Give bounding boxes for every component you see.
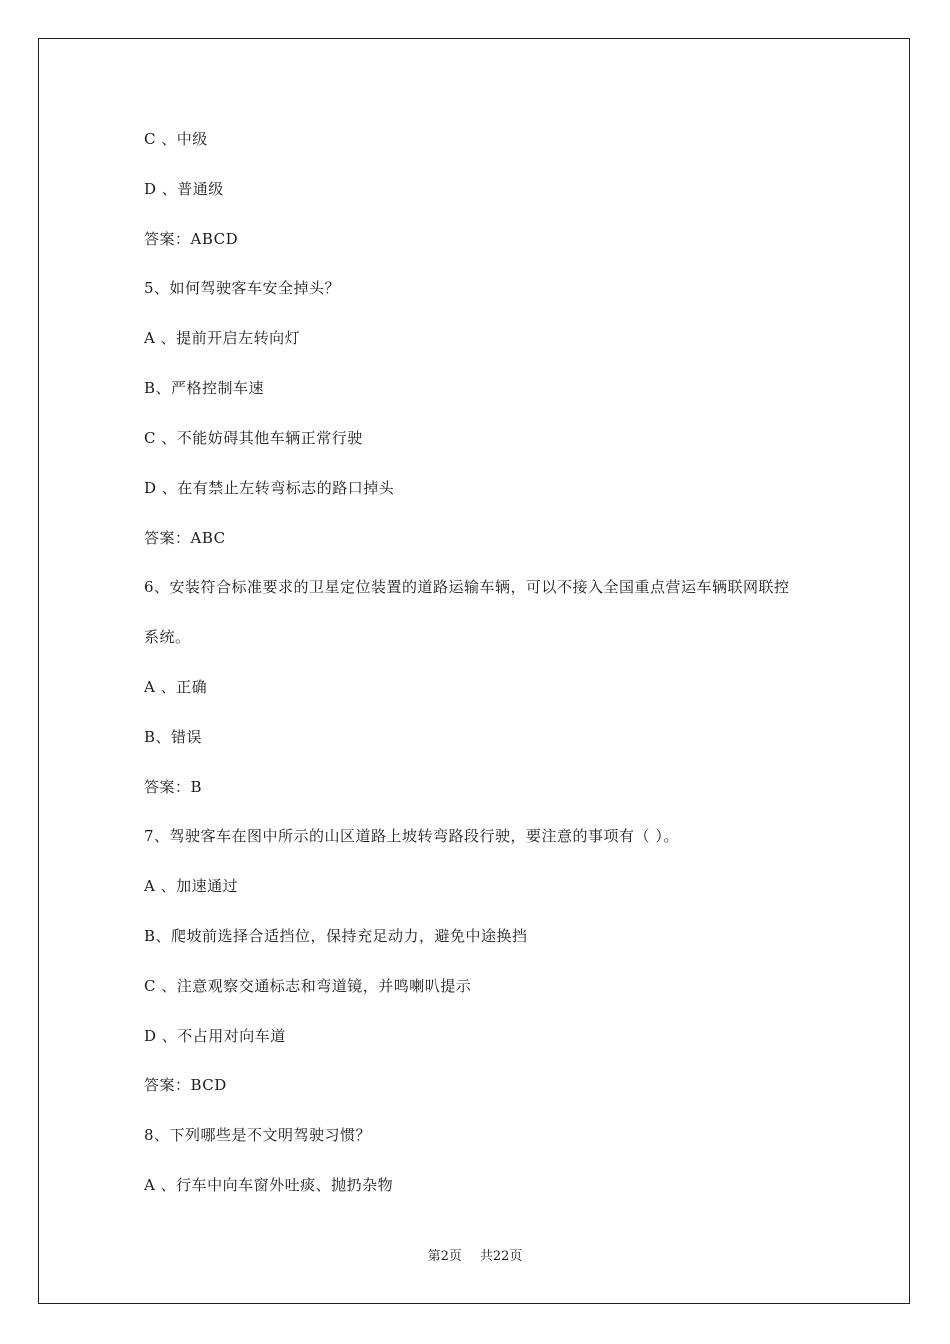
q5-option-a: A 、提前开启左转向灯 [144,329,301,347]
q7-option-d: D 、不占用对向车道 [144,1027,286,1045]
q5-option-c: C 、不能妨碍其他车辆正常行驶 [144,429,363,447]
question-5: 5、如何驾驶客车安全掉头？ [144,279,341,297]
question-6-line-2: 系统。 [144,628,191,646]
q6-option-b: B、错误 [144,728,203,746]
q7-option-a: A 、加速通过 [144,877,239,895]
question-6-line-1: 6、安装符合标准要求的卫星定位装置的道路运输车辆，可以不接入全国重点营运车辆联网联控 [144,578,790,596]
answer-q4: 答案：ABCD [144,230,239,248]
page-number: 第2页 [427,1249,462,1264]
page-total: 共22页 [479,1249,523,1264]
q5-option-d: D 、在有禁止左转弯标志的路口掉头 [144,479,395,497]
q7-option-c: C 、注意观察交通标志和弯道镜，并鸣喇叭提示 [144,977,472,995]
answer-q6: 答案：B [144,778,203,796]
page-footer [0,1248,950,1266]
option-d-level: D 、普通级 [144,180,224,198]
q5-option-b: B、严格控制车速 [144,379,265,397]
question-7: 7、驾驶客车在图中所示的山区道路上坡转弯路段行驶，要注意的事项有（ ）。 [144,827,679,845]
answer-q7: 答案：BCD [144,1076,227,1094]
option-c-level: C 、中级 [144,130,208,148]
answer-q5: 答案：ABC [144,529,226,547]
question-8: 8、下列哪些是不文明驾驶习惯？ [144,1126,372,1144]
q8-option-a: A 、行车中向车窗外吐痰、抛扔杂物 [144,1176,394,1194]
page-border [38,38,910,1304]
q6-option-a: A 、正确 [144,678,208,696]
q7-option-b: B、爬坡前选择合适挡位，保持充足动力，避免中途换挡 [144,927,528,945]
